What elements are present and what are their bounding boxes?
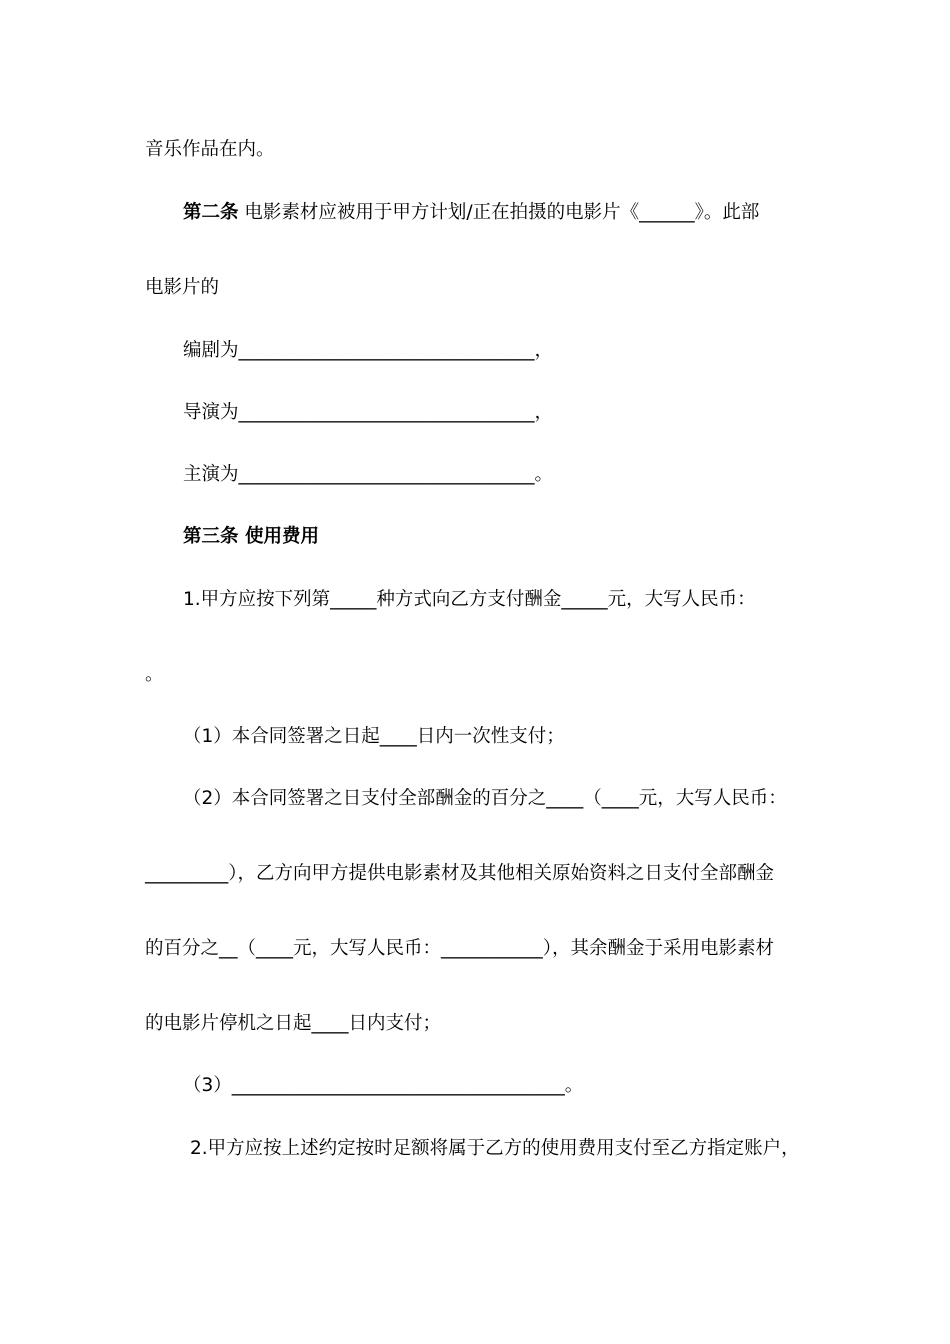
payment-option-3: （3）____________________________________。	[183, 1075, 584, 1096]
payment-option-2-line-3: 的百分之__（____元，大写人民币：___________），其余酬金于采用电影素材	[145, 938, 775, 959]
article-2-line	[183, 201, 759, 225]
article-2-text: 电影素材应被用于甲方计划/正在拍摄的电影片《______》。此部	[238, 202, 760, 223]
payment-option-2-line-2: _________），乙方向甲方提供电影素材及其他相关原始资料之日支付全部酬金	[145, 863, 775, 884]
payment-option-2-line-4: 的电影片停机之日起____日内支付；	[145, 1013, 442, 1034]
payment-clause-2-line-1: 2.甲方应按上述约定按时足额将属于乙方的使用费用支付至乙方指定账户，	[190, 1138, 800, 1159]
payment-clause-1-line-1: 1.甲方应按下列第_____种方式向乙方支付酬金_____元，大写人民币：	[183, 589, 756, 610]
text-line-3: 电影片的	[145, 277, 220, 298]
director-line: 导演为________________________________，	[183, 402, 554, 423]
article-2-heading: 第二条	[183, 202, 239, 223]
screenwriter-line: 编剧为________________________________，	[183, 340, 554, 361]
payment-option-1: （1）本合同签署之日起____日内一次性支付；	[183, 726, 565, 747]
payment-option-2-line-1: （2）本合同签署之日支付全部酬金的百分之____（____元，大写人民币：	[183, 788, 787, 809]
lead-actor-line: 主演为________________________________。	[183, 464, 554, 485]
article-3-heading: 第三条 使用费用	[183, 526, 319, 547]
text-line-1: 音乐作品在内。	[145, 139, 275, 160]
payment-clause-1-line-2: 。	[145, 664, 164, 685]
